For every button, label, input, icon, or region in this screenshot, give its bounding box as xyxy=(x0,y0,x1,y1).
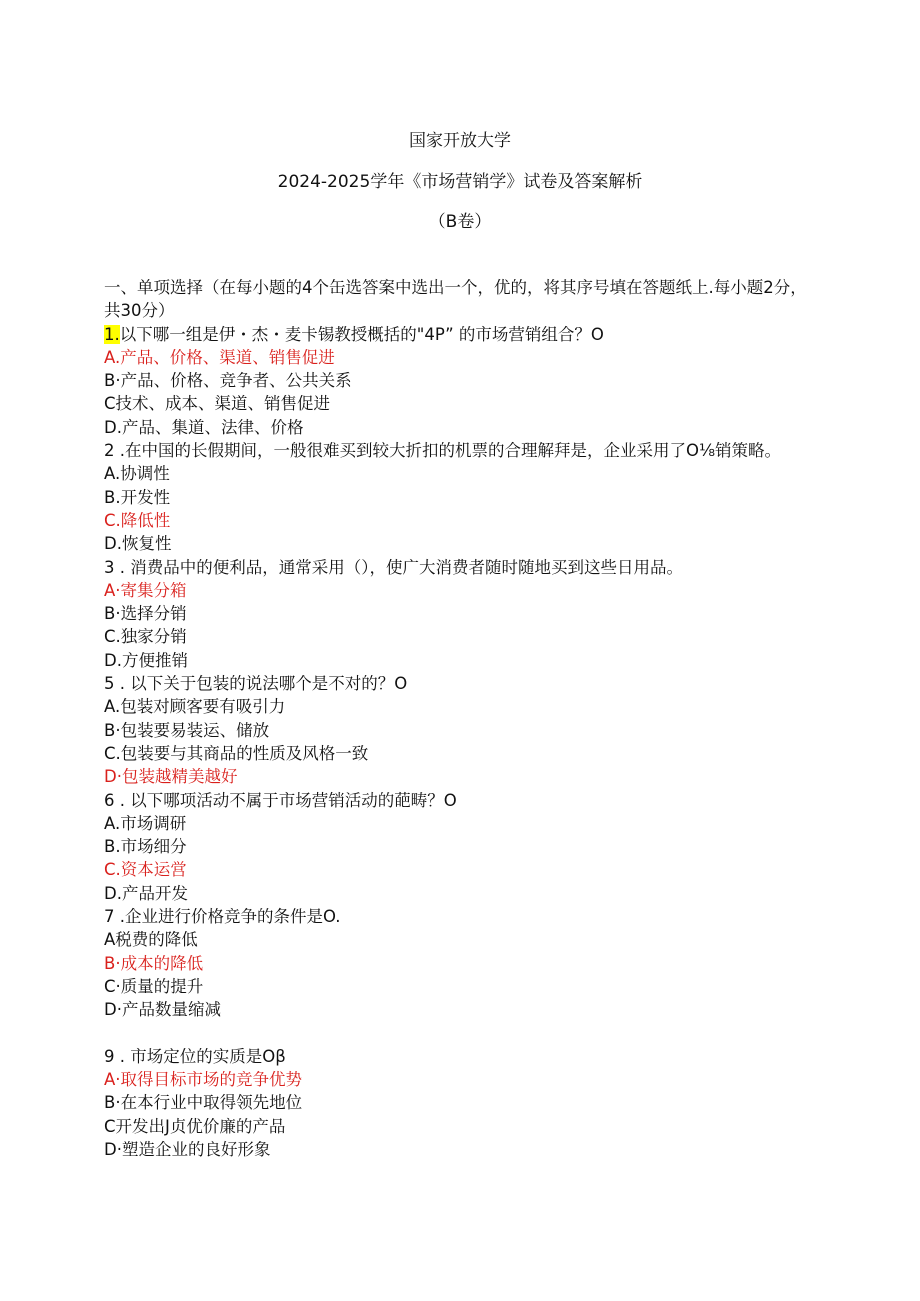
university-name: 国家开放大学 xyxy=(409,131,511,151)
option: C·质量的提升 xyxy=(104,976,204,996)
option-correct: A.产品、价格、渠道、销售促进 xyxy=(104,347,335,367)
question-number-highlight: 1. xyxy=(104,324,120,344)
exam-title: 2024-2025学年《市场营销学》试卷及答案解析 xyxy=(277,172,643,192)
option: A税费的降低 xyxy=(104,930,198,950)
exam-body xyxy=(104,276,816,1161)
option: D.产品、集道、法律、价格 xyxy=(104,417,304,437)
option-correct: A·寄集分箱 xyxy=(104,580,187,600)
option: D·产品数量缩减 xyxy=(104,1000,221,1020)
option-correct: C.资本运営 xyxy=(104,860,187,880)
option: B.开发性 xyxy=(104,487,171,507)
question-text: 以下哪一组是伊・杰・麦卡锡教授概括的"4P” 的市场营销组合？O xyxy=(119,324,604,344)
question-9: 9 . 市场定位的实质是Oβ xyxy=(104,1046,286,1066)
option: C开发出J贞优价廉的产品 xyxy=(104,1116,286,1136)
question-3: 3 . 消费品中的便利品，通常采用（），使广大消费者随时随地买到这些日用品。 xyxy=(104,557,683,577)
option: B·包装要易装运、储放 xyxy=(104,720,270,740)
option: C.包装要与其商品的性质及风格一致 xyxy=(104,743,369,763)
option-correct: B·成本的降低 xyxy=(104,953,204,973)
question-2: 2 .在中国的长假期间，一般很难买到较大折扣的机票的合理解拜是，企业采用了O⅛销策略。 xyxy=(104,441,781,461)
question-5: 5 . 以下关于包装的说法哪个是不对的？O xyxy=(104,674,408,694)
option-correct: D·包装越精美越好 xyxy=(104,767,238,787)
option-correct: C.降低性 xyxy=(104,510,171,530)
option: D·塑造企业的良好形象 xyxy=(104,1139,271,1159)
spacer xyxy=(104,1022,816,1045)
option: C技术、成本、渠道、销售促进 xyxy=(104,394,331,414)
option: B.市场细分 xyxy=(104,837,187,857)
question-6: 6 . 以下哪项活动不属于市场营销活动的葩畴？O xyxy=(104,790,457,810)
option: D.方便推销 xyxy=(104,650,188,670)
option: A.包装对顾客要有吸引力 xyxy=(104,697,286,717)
option: D.恢复性 xyxy=(104,534,172,554)
question-1 xyxy=(104,323,816,346)
option: A.协调性 xyxy=(104,464,170,484)
section-heading: 一、单项选择（在每小题的4个缶选答案中选出一个，优的，将其序号填在答题纸上.每小题2分，共30分） xyxy=(104,278,807,321)
option-correct: A·取得目标市场的竞争优势 xyxy=(104,1070,303,1090)
option: B·在本行业中取得领先地位 xyxy=(104,1093,303,1113)
option: B·产品、价格、竞争者、公共关系 xyxy=(104,371,352,391)
option: D.产品开发 xyxy=(104,883,188,903)
option: A.市场调研 xyxy=(104,813,187,833)
exam-volume: （B卷） xyxy=(428,212,492,232)
option: B·选择分销 xyxy=(104,604,187,624)
question-7: 7 .企业进行价格竞争的条件是O. xyxy=(104,907,341,927)
option: C.独家分销 xyxy=(104,627,187,647)
